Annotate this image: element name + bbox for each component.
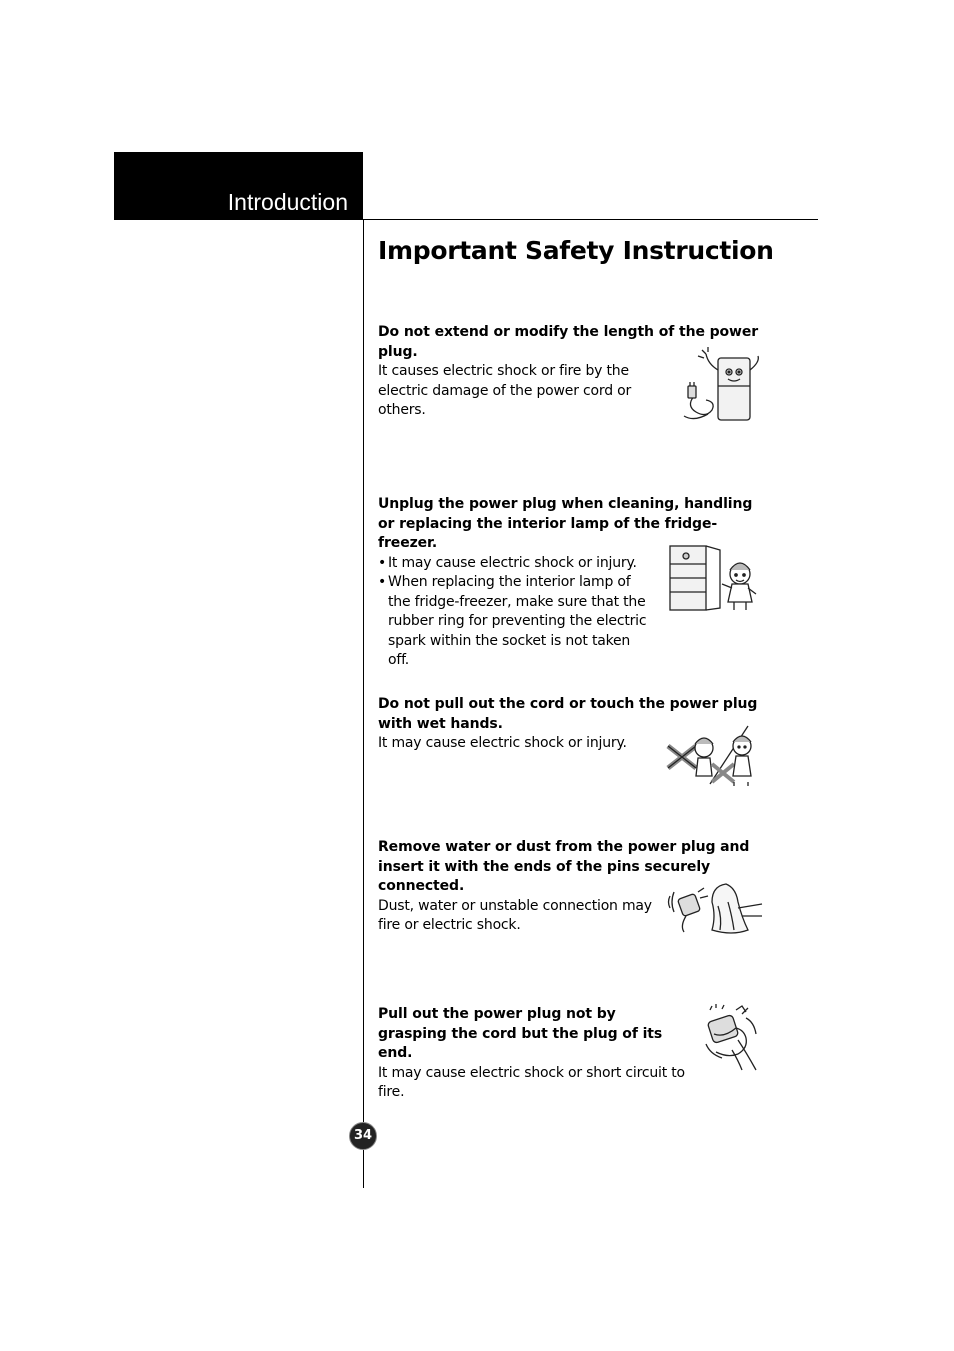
wiping-plug-icon — [666, 882, 766, 936]
page-title: Important Safety Instruction — [378, 236, 774, 265]
safety-item-title: Pull out the power plug not by grasping the cord but the plug of its end. — [378, 1006, 663, 1061]
wet-hands-warning-icon — [662, 724, 762, 788]
safety-item-bullets — [378, 554, 653, 671]
open-fridge-child-icon — [666, 542, 760, 614]
header-rule — [363, 219, 818, 220]
hand-pulling-plug-icon — [702, 1004, 760, 1072]
bullet-item: • When replacing the interior lamp of the fridge-freezer, make sure that the rubber ring for preventing the electric spark within the socket is not taken off. — [378, 573, 653, 671]
section-header-title: Introduction — [227, 189, 348, 215]
page-number: 34 — [349, 1122, 377, 1150]
safety-item-body: It may cause electric shock or injury. — [378, 735, 627, 751]
margin-rule — [363, 220, 364, 1188]
bullet-item: • It may cause electric shock or injury. — [378, 554, 653, 574]
safety-item-body: It causes electric shock or fire by the electric damage of the power cord or others. — [378, 363, 632, 418]
fridge-with-plug-icon — [680, 346, 764, 424]
safety-item-title: Do not extend or modify the length of the power plug. — [378, 324, 759, 360]
safety-item-title: Unplug the power plug when cleaning, handling or replacing the interior lamp of the fridge-freezer. — [378, 496, 753, 551]
safety-item-title: Do not pull out the cord or touch the power plug with wet hands. — [378, 696, 758, 732]
safety-item-body: Dust, water or unstable connection may fire or electric shock. — [378, 897, 652, 933]
safety-item-body: It may cause electric shock or short circuit to fire. — [378, 1064, 685, 1100]
safety-item-title: Remove water or dust from the power plug and insert it with the ends of the pins securely connected. — [378, 839, 750, 894]
section-header — [114, 152, 363, 220]
